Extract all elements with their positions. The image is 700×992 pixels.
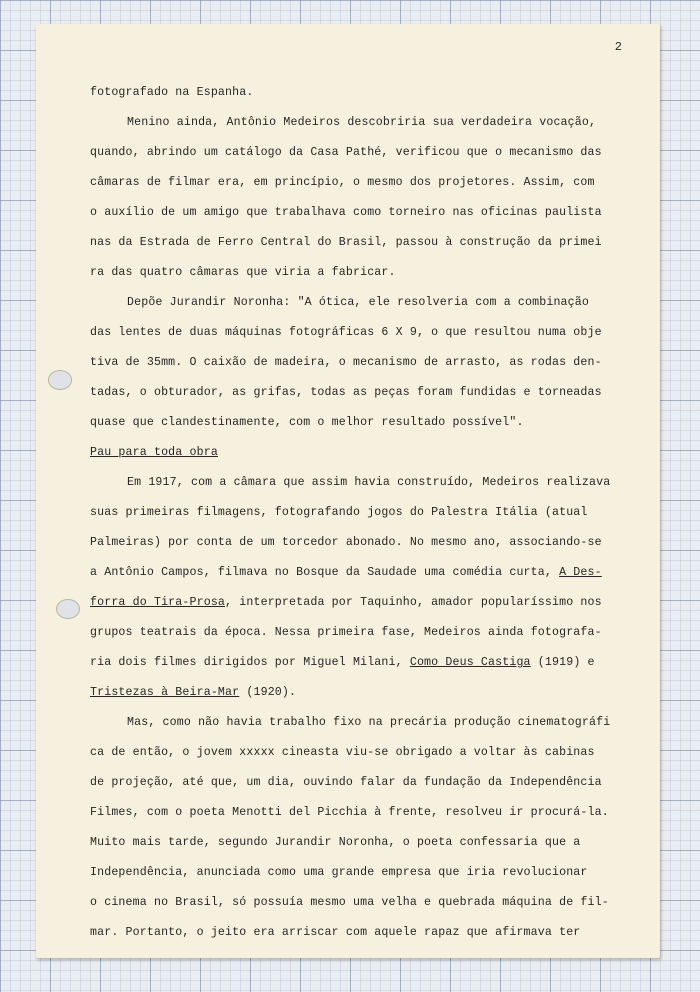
text-line: câmaras de filmar era, em princípio, o mesmo dos projetores. Assim, com [90, 176, 595, 189]
text-line: quando, abrindo um catálogo da Casa Pathé, verificou que o mecanismo das [90, 146, 602, 159]
text-line: Menino ainda, Antônio Medeiros descobriria sua verdadeira vocação, [127, 116, 597, 129]
text-line [90, 588, 630, 618]
text-line: Filmes, com o poeta Menotti del Picchia à frente, resolveu ir procurá-la. [90, 806, 609, 819]
text-line: das lentes de duas máquinas fotográficas 6 X 9, o que resultou numa obje [90, 326, 602, 339]
film-title: A Des- [559, 566, 602, 579]
text-line: Depõe Jurandir Noronha: "A ótica, ele resolveria com a combinação [127, 296, 589, 309]
film-title: Tristezas à Beira-Mar [90, 686, 240, 699]
text-line: Independência, anunciada como uma grande empresa que iria revolucionar [90, 866, 588, 879]
punch-hole [56, 599, 80, 619]
text-line [90, 648, 630, 678]
text-line: o auxílio de um amigo que trabalhava como torneiro nas oficinas paulista [90, 206, 602, 219]
line-text: (1919) e [530, 656, 595, 669]
line-text: , interpretada por Taquinho, amador popularíssimo nos [225, 596, 602, 609]
text-line: grupos teatrais da época. Nessa primeira fase, Medeiros ainda fotografa- [90, 626, 602, 639]
text-line: tiva de 35mm. O caixão de madeira, o mecanismo de arrasto, as rodas den- [90, 356, 602, 369]
text-line: ra das quatro câmaras que viria a fabricar. [90, 266, 396, 279]
section-heading: Pau para toda obra [90, 446, 218, 459]
text-line: tadas, o obturador, as grifas, todas as peças foram fundidas e torneadas [90, 386, 602, 399]
body-text [90, 78, 630, 948]
text-line: Palmeiras) por conta de um torcedor abonado. No mesmo ano, associando-se [90, 536, 602, 549]
line-text: ria dois filmes dirigidos por Miguel Milani, [90, 656, 410, 669]
text-line: suas primeiras filmagens, fotografando jogos do Palestra Itália (atual [90, 506, 588, 519]
film-title: Como Deus Castiga [409, 656, 531, 669]
text-line [90, 678, 630, 708]
typewritten-page [36, 24, 660, 958]
text-line: Mas, como não havia trabalho fixo na precária produção cinematográfi [127, 716, 611, 729]
text-line: Em 1917, com a câmara que assim havia construído, Medeiros realizava [127, 476, 611, 489]
text-line: ca de então, o jovem xxxxx cineasta viu-se obrigado a voltar às cabinas [90, 746, 595, 759]
text-line: Muito mais tarde, segundo Jurandir Noronha, o poeta confessaria que a [90, 836, 581, 849]
text-line: de projeção, até que, um dia, ouvindo falar da fundação da Independência [90, 776, 602, 789]
text-line: fotografado na Espanha. [90, 86, 254, 99]
page-number: 2 [614, 40, 622, 54]
text-line: quase que clandestinamente, com o melhor resultado possível". [90, 416, 524, 429]
line-text: a Antônio Campos, filmava no Bosque da Saudade uma comédia curta, [90, 566, 560, 579]
text-line: o cinema no Brasil, só possuía mesmo uma velha e quebrada máquina de fil- [90, 896, 609, 909]
text-line: mar. Portanto, o jeito era arriscar com aquele rapaz que afirmava ter [90, 926, 581, 939]
film-title: forra do Tira-Prosa [90, 596, 226, 609]
line-text: (1920). [239, 686, 297, 699]
punch-hole [48, 370, 72, 390]
text-line: nas da Estrada de Ferro Central do Brasil, passou à construção da primei [90, 236, 602, 249]
text-line [90, 558, 630, 588]
